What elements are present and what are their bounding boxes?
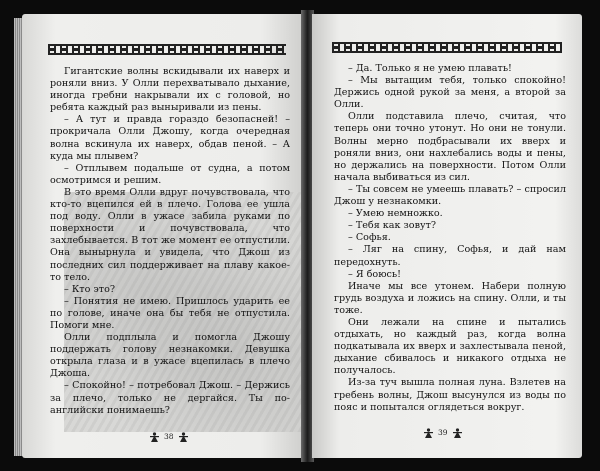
paragraph: – А тут и правда гораздо безопасней! – прокричала Олли Джошу, когда очередная волна вскинула их наверх, обдав пеной. – А куда мы плывем? bbox=[50, 114, 290, 162]
paragraph: – Отплывем подальше от судна, а потом осмотримся и решим. bbox=[50, 162, 290, 186]
figure-ornament-icon bbox=[179, 432, 188, 441]
paragraph: – Софья. bbox=[348, 232, 391, 244]
paragraph: – Мы вытащим тебя, только спокойно! Держись одной рукой за меня, а второй за Олли. bbox=[334, 75, 566, 111]
right-page bbox=[312, 14, 582, 458]
figure-ornament-icon bbox=[424, 428, 433, 437]
figure-ornament-icon bbox=[150, 432, 159, 441]
page-number: 38 bbox=[164, 432, 174, 441]
greek-key-border bbox=[332, 42, 562, 53]
figure-ornament-icon bbox=[453, 428, 462, 437]
paragraph: – Тебя как зовут? bbox=[348, 220, 437, 232]
paragraph: Они лежали на спине и пытались отдыхать, но каждый раз, когда волна подкатывала их вверх и захлестывала пеной, дыхание сбивалось и никакого отдыха не получалось. bbox=[334, 316, 566, 377]
right-folio bbox=[424, 428, 462, 437]
paragraph: – Ты совсем не умеешь плавать? – спросил Джош у незнакомки. bbox=[334, 183, 566, 208]
paragraph: – Ляг на спину, Софья, и дай нам передохнуть. bbox=[334, 244, 566, 268]
right-page-text bbox=[334, 63, 566, 414]
paragraph: – Да. Только я не умею плавать! bbox=[348, 63, 512, 74]
greek-key-border bbox=[48, 44, 286, 55]
paragraph: В это время Олли вдруг почувствовала, что кто-то вцепился ей в плечо. Голова ее ушла под воду. Олли в ужасе забила руками по поверхности и почувствовала, что захлебывается. В тот же момент ее отпустили. Она вынырнула и увидела, что Джош из последних сил поддерживает на плаву какое-то тело. bbox=[50, 186, 290, 283]
paragraph: Иначе мы все утонем. Набери полную грудь воздуха и ложись на спину. Олли, и ты тоже. bbox=[334, 280, 566, 316]
page-number: 39 bbox=[438, 428, 448, 437]
paragraph: Олли подплыла и помогла Джошу поддержать голову незнакомки. Девушка открыла глаза и в ужасе вцепилась в плечо Джоша. bbox=[50, 332, 290, 380]
paragraph: – Я боюсь! bbox=[348, 268, 401, 280]
paragraph: Олли подставила плечо, считая, что теперь они точно утонут. Но они не тонули. Волны мерно подбрасывали их вверх и роняли вниз, они нахлебались воды и пены, но держались на поверхности. Потом Олли начала выбиваться из сил. bbox=[334, 111, 566, 183]
paragraph: Гигантские волны вскидывали их наверх и роняли вниз. У Олли перехватывало дыхание, иногда гребни накрывали их с головой, но ребята каждый раз выныривали из пены. bbox=[50, 66, 290, 114]
left-folio bbox=[150, 432, 188, 441]
paragraph: – Понятия не имею. Пришлось ударить ее по голове, иначе она бы тебя не отпустила. Помоги мне. bbox=[50, 295, 290, 331]
paragraph: Из-за туч вышла полная луна. Взлетев на гребень волны, Джош высунулся из воды по пояс и попытался оглядеться вокруг. bbox=[334, 377, 566, 413]
left-page bbox=[22, 14, 303, 458]
paragraph: – Спокойно! – потребовал Джош. – Держись за плечо, только не дергайся. Ты по-английски понимаешь? bbox=[50, 380, 290, 416]
paragraph: – Кто это? bbox=[64, 283, 116, 295]
paragraph: – Умею немножко. bbox=[348, 208, 443, 220]
left-page-text bbox=[50, 66, 290, 417]
